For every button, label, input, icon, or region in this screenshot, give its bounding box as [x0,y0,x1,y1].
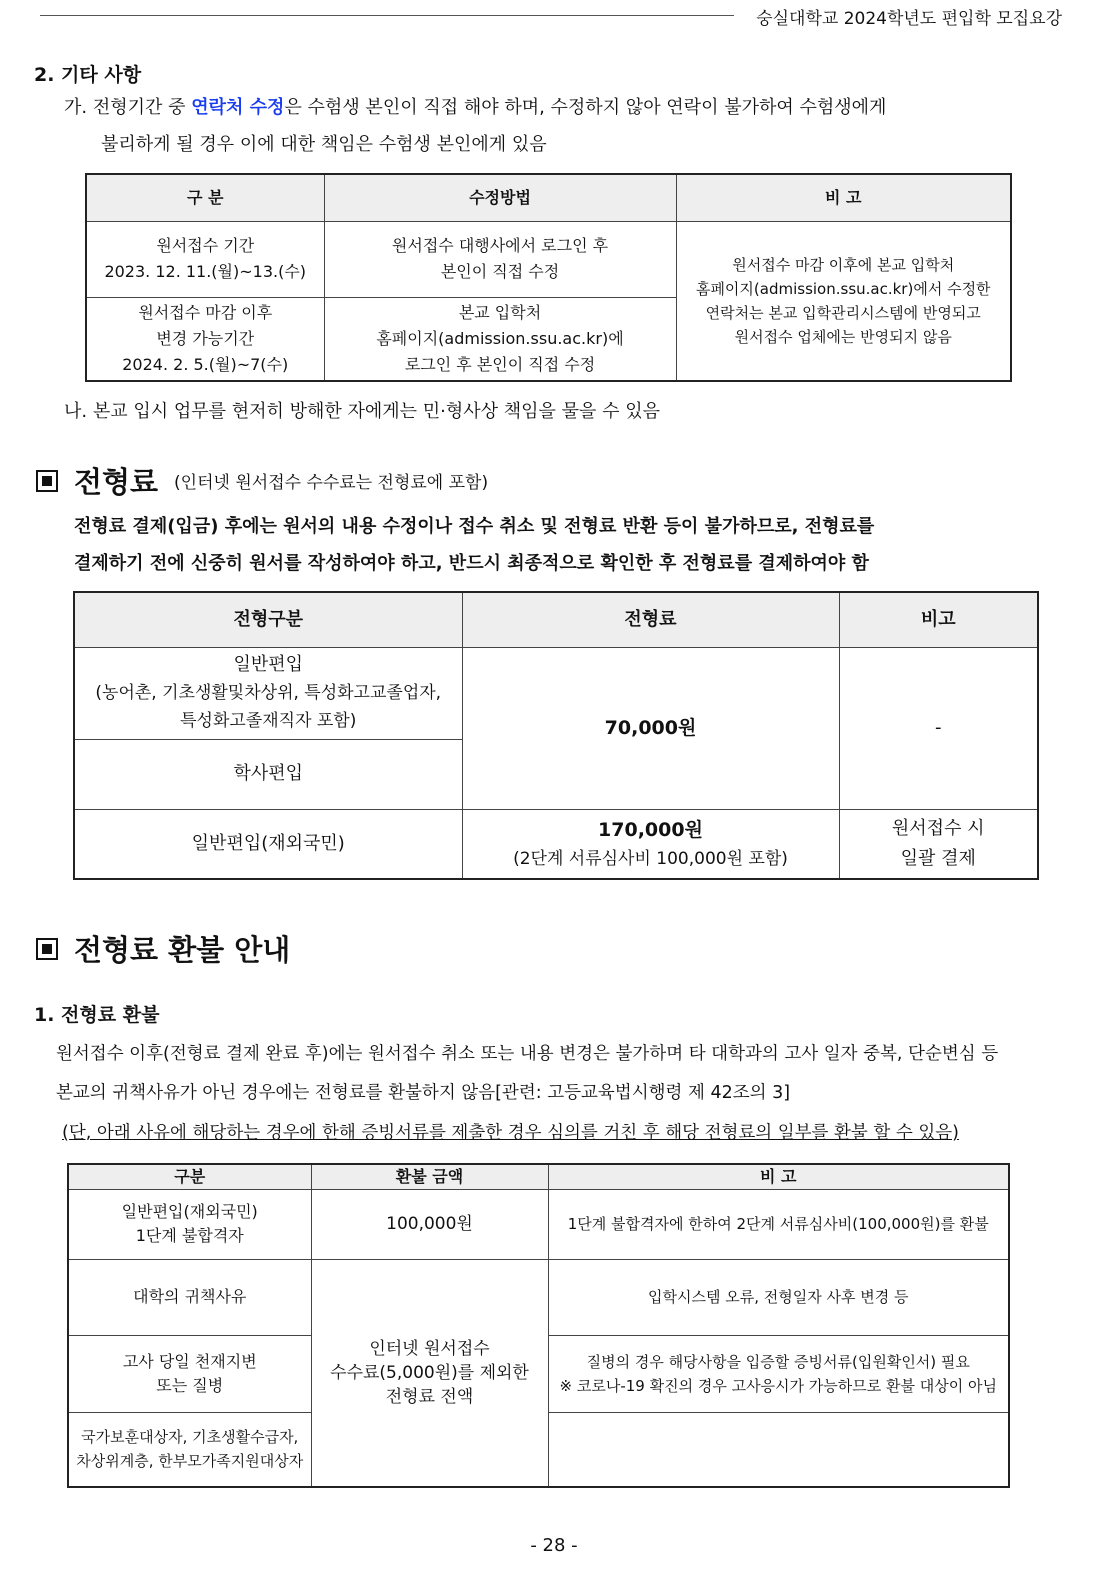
refund-r1-amount: 100,000원 [311,1189,548,1259]
refund-rest-amount: 인터넷 원서접수 수수료(5,000원)를 제외한 전형료 전액 [311,1259,548,1487]
fee-table-header: 비고 [839,592,1038,647]
refund-table-header: 구분 [68,1164,311,1189]
refund-section-title [36,928,290,969]
fee-overseas-note: 원서접수 시 일괄 결제 [839,809,1038,879]
contact-table-header: 수정방법 [324,174,676,221]
other-heading: 2. 기타 사항 [34,64,142,86]
fee-notice-line2: 결제하기 전에 신중히 원서를 작성하여야 하고, 반드시 최종적으로 확인한 후 전형료를 결제하여야 함 [74,553,869,574]
item-na: 나. 본교 입시 업무를 현저히 방해한 자에게는 민·형사상 책임을 물을 수 있음 [64,401,661,422]
refund-table-header: 환불 금액 [311,1164,548,1189]
fee-table-header: 전형구분 [74,592,462,647]
refund-title: 전형료 환불 안내 [74,933,291,967]
square-bullet-icon [36,470,58,492]
table-cell: 원서접수 마감 이후 변경 가능기간 2024. 2. 5.(월)~7(수) [86,297,324,381]
refund-r3-category: 고사 당일 천재지변 또는 질병 [68,1335,311,1412]
refund-r2-note: 입학시스템 오류, 전형일자 사후 변경 등 [548,1259,1009,1335]
refund-para-line3: (단, 아래 사유에 해당하는 경우에 한해 증빙서류를 제출한 경우 심의를 거친 후 해당 전형료의 일부를 환불 할 수 있음) [62,1123,959,1143]
fee-table [73,591,1039,880]
fee-section-title [36,460,488,501]
item-ga-line1 [64,90,886,126]
header-rule [40,15,734,16]
table-cell: 원서접수 기간 2023. 12. 11.(월)~13.(수) [86,221,324,297]
refund-r1-note: 1단계 불합격자에 한하여 2단계 서류심사비(100,000원)를 환불 [548,1189,1009,1259]
refund-r2-category: 대학의 귀책사유 [68,1259,311,1335]
fee-table-header: 전형료 [462,592,839,647]
item-ga-prefix: 가. 전형기간 중 [64,97,192,118]
table-cell: 본교 입학처 홈페이지(admission.ssu.ac.kr)에 로그인 후 본인이 직접 수정 [324,297,676,381]
refund-r1-category: 일반편입(재외국민) 1단계 불합격자 [68,1189,311,1259]
table-cell: 원서접수 대행사에서 로그인 후 본인이 직접 수정 [324,221,676,297]
refund-table [67,1163,1010,1488]
contact-table-header: 구 분 [86,174,324,221]
fee-title: 전형료 [74,465,159,499]
fee-subtitle: (인터넷 원서접수 수수료는 전형료에 포함) [174,473,489,493]
refund-table-header: 비 고 [548,1164,1009,1189]
fee-overseas-amount: 170,000원 (2단계 서류심사비 100,000원 포함) [462,809,839,879]
fee-common-note: - [839,647,1038,809]
refund-para-line1: 원서접수 이후(전형료 결제 완료 후)에는 원서접수 취소 또는 내용 변경은 불가하며 타 대학과의 고사 일자 중복, 단순변심 등 [56,1044,999,1064]
item-ga-suffix: 은 수험생 본인이 직접 해야 하며, 수정하지 않아 연락이 불가하여 수험생에게 [284,97,887,118]
contact-edit-table [85,173,1012,382]
refund-para-line2: 본교의 귀책사유가 아닌 경우에는 전형료를 환불하지 않음[관련: 고등교육법시행령 제 42조의 3] [56,1083,791,1103]
contact-table-note: 원서접수 마감 이후에 본교 입학처 홈페이지(admission.ssu.ac.kr)에서 수정한 연락처는 본교 입학관리시스템에 반영되고 원서접수 업체에는 반영되지 않음 [676,221,1011,381]
header-title: 숭실대학교 2024학년도 편입학 모집요강 [756,9,1062,29]
item-ga-highlight: 연락처 수정 [191,97,285,118]
page-number: - 28 - [530,1535,578,1556]
item-ga-line2: 불리하게 될 경우 이에 대한 책임은 수험생 본인에게 있음 [101,134,547,155]
fee-common-amount: 70,000원 [462,647,839,809]
refund-heading: 1. 전형료 환불 [34,1004,160,1026]
square-bullet-icon [36,938,58,960]
fee-bachelor-cell: 학사편입 [74,739,462,809]
contact-table-header: 비 고 [676,174,1011,221]
refund-r4-category: 국가보훈대상자, 기초생활수급자, 차상위계층, 한부모가족지원대상자 [68,1412,311,1487]
fee-general-cell: 일반편입 (농어촌, 기초생활및차상위, 특성화고교졸업자, 특성화고졸재직자 포함) [74,647,462,739]
fee-overseas-cell: 일반편입(재외국민) [74,809,462,879]
refund-r3-note: 질병의 경우 해당사항을 입증할 증빙서류(입원확인서) 필요 ※ 코로나-19 확진의 경우 고사응시가 가능하므로 환불 대상이 아님 [548,1335,1009,1412]
refund-r4-note [548,1412,1009,1487]
fee-notice-line1: 전형료 결제(입금) 후에는 원서의 내용 수정이나 접수 취소 및 전형료 반환 등이 불가하므로, 전형료를 [74,516,875,537]
